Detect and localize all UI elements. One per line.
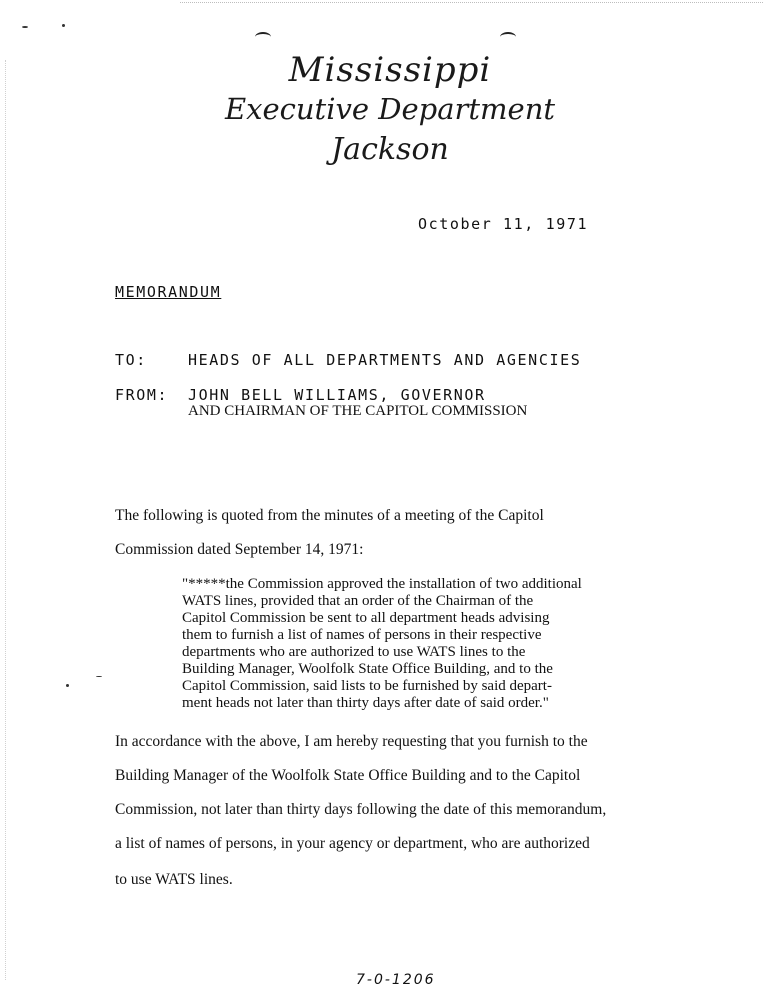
- scan-speck: [62, 24, 65, 27]
- memo-date: October 11, 1971: [418, 215, 589, 233]
- quote-line: "*****the Commission approved the installation of two additional: [182, 576, 582, 592]
- scan-left-margin: [5, 60, 6, 980]
- scan-speck: [22, 26, 28, 28]
- quote-line: Building Manager, Woolfolk State Office Building, and to the: [182, 661, 553, 677]
- request-line: to use WATS lines.: [115, 871, 233, 888]
- quote-line: ment heads not later than thirty days after date of said order.": [182, 695, 549, 711]
- to-value: HEADS OF ALL DEPARTMENTS AND AGENCIES: [188, 351, 582, 369]
- quote-line: departments who are authorized to use WATS lines to the: [182, 644, 526, 660]
- letterhead-ornament-left: [255, 32, 271, 42]
- quote-line: them to furnish a list of names of persons in their respective: [182, 627, 542, 643]
- letterhead-department: Executive Department: [224, 92, 556, 126]
- from-value: JOHN BELL WILLIAMS, GOVERNOR: [188, 386, 486, 404]
- letterhead-city: Jackson: [331, 132, 449, 167]
- quote-line: Capitol Commission be sent to all department heads advising: [182, 610, 550, 626]
- scan-speck: [96, 676, 102, 677]
- request-line: Commission, not later than thirty days following the date of this memorandum,: [115, 801, 607, 818]
- letterhead: [200, 28, 580, 173]
- intro-line: Commission dated September 14, 1971:: [115, 541, 364, 558]
- scan-top-rule: [180, 2, 763, 3]
- letterhead-state: Mississippi: [288, 50, 492, 90]
- quote-line: Capitol Commission, said lists to be furnished by said depart-: [182, 678, 552, 694]
- handwritten-file-code: 7-0-1206: [356, 972, 436, 988]
- letterhead-ornament-right: [500, 32, 516, 42]
- from-value-title: AND CHAIRMAN OF THE CAPITOL COMMISSION: [188, 403, 528, 419]
- memo-title: MEMORANDUM: [115, 283, 222, 301]
- intro-line: The following is quoted from the minutes of a meeting of the Capitol: [115, 507, 544, 524]
- from-label: FROM:: [115, 386, 169, 404]
- request-line: a list of names of persons, in your agency or department, who are authorized: [115, 835, 590, 852]
- request-line: In accordance with the above, I am hereby requesting that you furnish to the: [115, 733, 588, 750]
- scan-speck: [66, 684, 69, 687]
- quote-line: WATS lines, provided that an order of the Chairman of the: [182, 593, 534, 609]
- request-line: Building Manager of the Woolfolk State Office Building and to the Capitol: [115, 767, 581, 784]
- to-label: TO:: [115, 351, 147, 369]
